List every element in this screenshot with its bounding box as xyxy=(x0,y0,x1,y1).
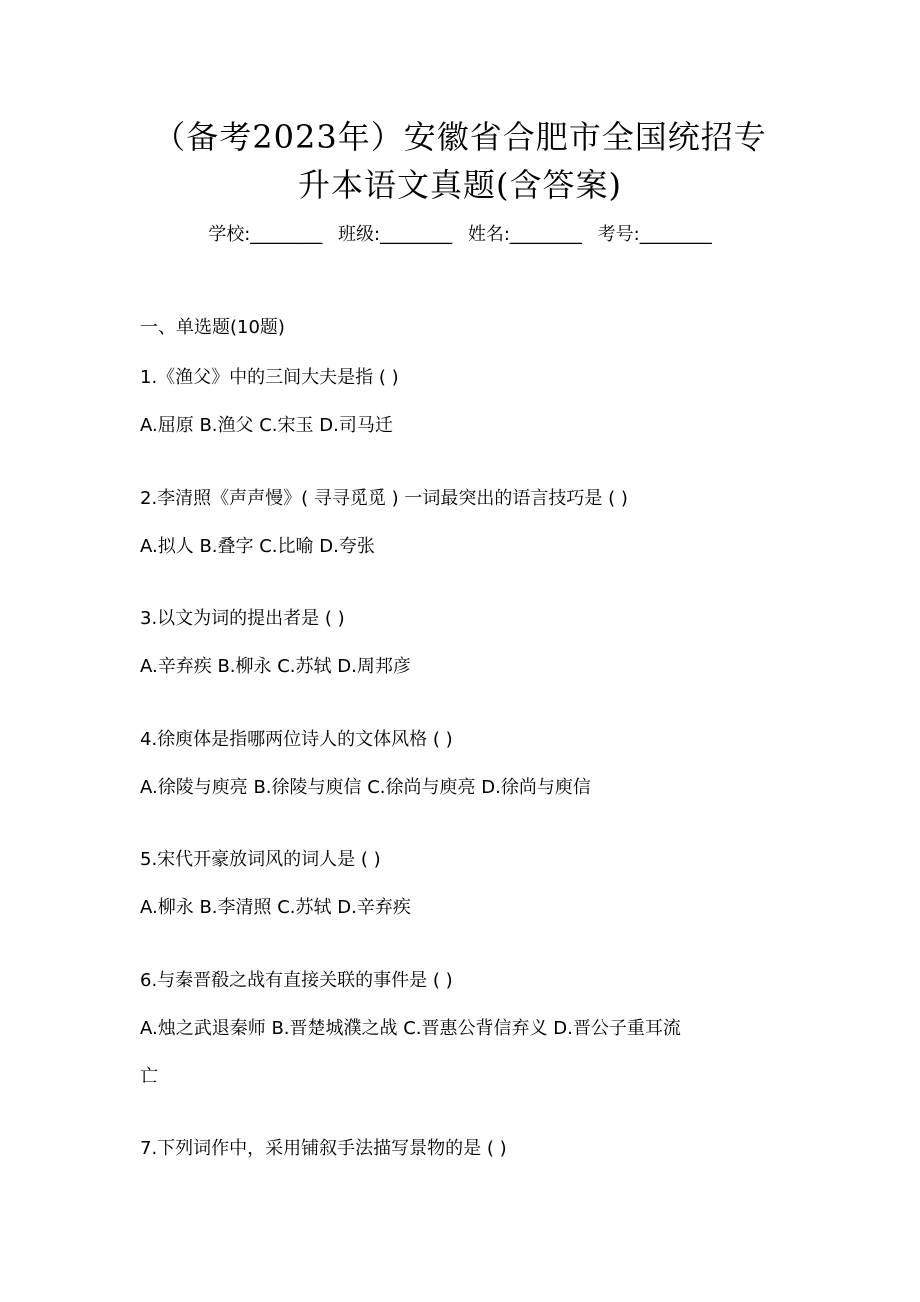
class-field: 班级:________ xyxy=(338,224,453,245)
section-heading: 一、单选题(10题) xyxy=(140,317,285,338)
name-field: 姓名:________ xyxy=(467,224,582,245)
question-4-options: A.徐陵与庾亮 B.徐陵与庾信 C.徐尚与庾亮 D.徐尚与庾信 xyxy=(140,777,591,798)
question-2-stem: 2.李清照《声声慢》( 寻寻觅觅 ) 一词最突出的语言技巧是 ( ) xyxy=(140,488,628,509)
question-6-options: A.烛之武退秦师 B.晋楚城濮之战 C.晋惠公背信弃义 D.晋公子重耳流 xyxy=(140,1018,681,1039)
question-4-stem: 4.徐庾体是指哪两位诗人的文体风格 ( ) xyxy=(140,729,453,750)
question-5-stem: 5.宋代开豪放词风的词人是 ( ) xyxy=(140,849,381,870)
student-info-row xyxy=(0,222,920,248)
question-7-stem: 7.下列词作中，采用铺叙手法描写景物的是 ( ) xyxy=(140,1138,507,1159)
question-5-options: A.柳永 B.李清照 C.苏轼 D.辛弃疾 xyxy=(140,897,411,918)
question-2-options: A.拟人 B.叠字 C.比喻 D.夸张 xyxy=(140,536,375,557)
exam-number-field: 考号:________ xyxy=(597,224,712,245)
question-6-options-continued: 亡 xyxy=(140,1066,158,1087)
question-3-options: A.辛弃疾 B.柳永 C.苏轼 D.周邦彦 xyxy=(140,656,411,677)
school-field: 学校:________ xyxy=(208,224,323,245)
question-6-stem: 6.与秦晋殽之战有直接关联的事件是 ( ) xyxy=(140,970,453,991)
exam-title-line-2: 升本语文真题(含答案) xyxy=(298,166,622,204)
exam-title-line-1: （备考2023年）安徽省合肥市全国统招专 xyxy=(153,118,767,156)
question-3-stem: 3.以文为词的提出者是 ( ) xyxy=(140,608,345,629)
question-1-options: A.屈原 B.渔父 C.宋玉 D.司马迁 xyxy=(140,415,393,436)
question-1-stem: 1.《渔父》中的三间大夫是指 ( ) xyxy=(140,367,399,388)
